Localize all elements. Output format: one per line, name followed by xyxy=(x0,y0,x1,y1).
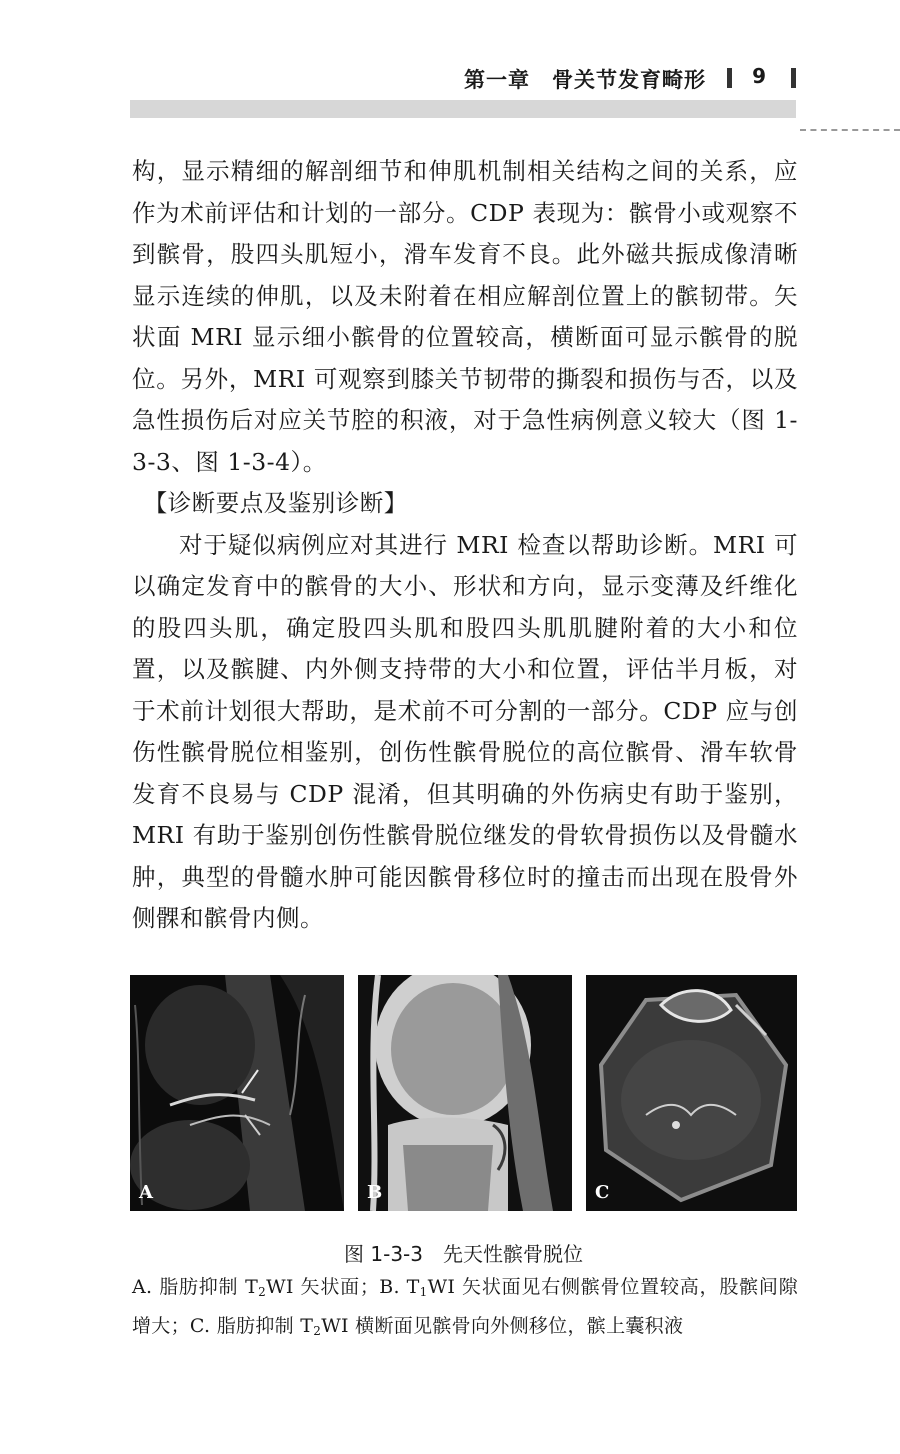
caption-sub-b: 1 xyxy=(419,1285,428,1299)
margin-dash-line xyxy=(800,129,900,131)
page-number: 9 xyxy=(752,64,766,88)
caption-part-b: WI 矢状面；B. T xyxy=(266,1276,420,1298)
panel-label-a: A xyxy=(139,1182,153,1203)
caption-part-a: A. 脂肪抑制 T xyxy=(132,1276,259,1298)
caption-sub-a: 2 xyxy=(258,1285,267,1299)
panel-label-b: B xyxy=(367,1182,383,1203)
body-text xyxy=(132,151,798,940)
caption-part-d: WI 横断面见髌骨向外侧移位，髌上囊积液 xyxy=(321,1315,684,1337)
mri-panel-a xyxy=(130,975,344,1211)
header-divider-end xyxy=(791,68,796,88)
caption-part-c: WI 矢状面见右侧髌骨位置较高，股髌间隙增大；C. 脂肪抑制 T xyxy=(132,1276,798,1337)
mri-panel-b xyxy=(358,975,572,1211)
mri-sagittal-t1-image xyxy=(358,975,572,1211)
figure-caption xyxy=(132,1270,798,1348)
figure-panels xyxy=(130,975,797,1211)
figure-title: 图 1-3-3 先天性髌骨脱位 xyxy=(344,1242,583,1266)
panel-label-c: C xyxy=(595,1182,610,1203)
running-header xyxy=(130,64,796,94)
mri-panel-c xyxy=(586,975,797,1211)
mri-sagittal-t2-image xyxy=(130,975,344,1211)
caption-sub-c: 2 xyxy=(313,1324,322,1338)
mri-axial-t2-image xyxy=(586,975,797,1211)
paragraph-continued: 构，显示精细的解剖细节和伸肌机制相关结构之间的关系，应作为术前评估和计划的一部分。CDP 表现为：髌骨小或观察不到髌骨，股四头肌短小，滑车发育不良。此外磁共振成像清晰显示连续的伸肌，以及未附着在相应解剖位置上的髌韧带。矢状面 MRI 显示细小髌骨的位置较高，横断面可显示髌骨的脱位。另外，MRI 可观察到膝关节韧带的撕裂和损伤与否，以及急性损伤后对应关节腔的积液，对于急性病例意义较大（图 1-3-3、图 1-3-4）。 xyxy=(132,157,798,476)
paragraph-diagnosis: 对于疑似病例应对其进行 MRI 检查以帮助诊断。MRI 可以确定发育中的髌骨的大小、形状和方向，显示变薄及纤维化的股四头肌，确定股四头肌和股四头肌肌腱附着的大小和位置，以及髌腱、内外侧支持带的大小和位置，评估半月板，对于术前计划很大帮助，是术前不可分割的一部分。CDP 应与创伤性髌骨脱位相鉴别，创伤性髌骨脱位的高位髌骨、滑车软骨发育不良易与 CDP 混淆，但其明确的外伤病史有助于鉴别，MRI 有助于鉴别创伤性髌骨脱位继发的骨软骨损伤以及骨髓水肿，典型的骨髓水肿可能因髌骨移位时的撞击而出现在股骨外侧髁和髌骨内侧。 xyxy=(132,530,798,932)
header-divider xyxy=(727,68,732,88)
chapter-title: 第一章 骨关节发育畸形 xyxy=(464,68,706,92)
header-rule xyxy=(130,100,796,118)
section-heading: 【诊断要点及鉴别诊断】 xyxy=(143,489,408,517)
